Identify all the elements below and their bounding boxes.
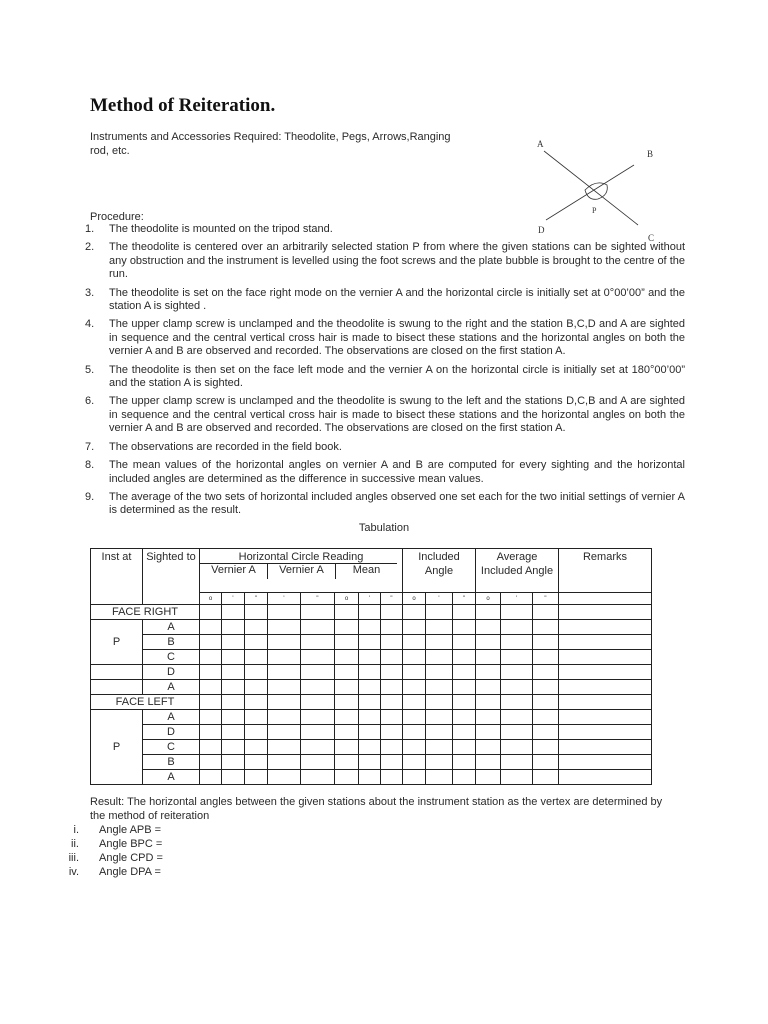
procedure-label: Procedure: bbox=[90, 211, 144, 223]
unit-symbol: " bbox=[453, 593, 476, 605]
table-row bbox=[91, 770, 652, 785]
result-list bbox=[55, 823, 355, 879]
table-row bbox=[91, 665, 652, 680]
procedure-step: 6. The upper clamp screw is unclamped and the theodolite is swung to the left and the stations D,C,B and A are sighted in sequence and the central vertical cross hair is made to bisect these stations and the horizontal angles on both the vernier A and B are observed and recorded. The observations are closed on the first station A. bbox=[85, 395, 685, 435]
sighted-station: C bbox=[143, 650, 200, 665]
unit-symbol: o bbox=[200, 593, 222, 605]
unit-symbol: ' bbox=[222, 593, 245, 605]
procedure-step: 5. The theodolite is then set on the face left mode and the vernier A on the horizontal circle is initially set at 180°00’00” and the station A is sighted. bbox=[85, 363, 685, 390]
unit-symbol: " bbox=[301, 593, 335, 605]
table-row bbox=[91, 650, 652, 665]
procedure-step: 1. The theodolite is mounted on the tripod stand. bbox=[85, 223, 333, 235]
sighted-station: A bbox=[143, 680, 200, 695]
subheader-mean: Mean bbox=[352, 564, 381, 576]
sighted-station: D bbox=[143, 725, 200, 740]
line-a-c bbox=[544, 151, 638, 225]
header-remarks: Remarks bbox=[559, 549, 652, 593]
header-sighted-to: Sighted to bbox=[143, 549, 200, 605]
tabulation-caption: Tabulation bbox=[358, 522, 410, 534]
face-left-label: FACE LEFT bbox=[91, 695, 200, 710]
hcr-sublabels bbox=[200, 563, 397, 579]
table-row bbox=[91, 755, 652, 770]
observation-table bbox=[90, 548, 652, 785]
label-a: A bbox=[537, 139, 544, 149]
header-included-angle: Included Angle bbox=[403, 549, 476, 593]
sighted-station: A bbox=[143, 770, 200, 785]
unit-symbol: ' bbox=[501, 593, 533, 605]
instrument-symbol bbox=[585, 183, 607, 199]
list-item: ii. Angle BPC = bbox=[71, 838, 163, 850]
procedure-steps bbox=[85, 223, 685, 523]
table-row bbox=[91, 725, 652, 740]
unit-symbol: ' bbox=[359, 593, 381, 605]
face-right-label: FACE RIGHT bbox=[91, 605, 200, 620]
procedure-step: 9. The average of the two sets of horizontal included angles observed one set each for the two initial settings of vernier A is determined as the result. bbox=[85, 490, 685, 517]
list-item: iv. Angle DPA = bbox=[68, 866, 161, 878]
sighted-station: D bbox=[143, 665, 200, 680]
station-label: P bbox=[91, 710, 143, 785]
procedure-step: 2. The theodolite is centered over an arbitrarily selected station P from where the given stations can be sighted without any obstruction and the instrument is levelled using the foot screws and the plate bubble is brought to the centre of the run. bbox=[85, 241, 685, 281]
unit-symbol: o bbox=[335, 593, 359, 605]
label-c: C bbox=[648, 233, 655, 243]
unit-symbol: o bbox=[403, 593, 426, 605]
result-text: Result: The horizontal angles between the given stations about the instrument station as the vertex are determined by the method of reiteration bbox=[90, 796, 663, 822]
header-average-included-angle: Average Included Angle bbox=[476, 549, 559, 593]
procedure-step: 4. The upper clamp screw is unclamped and the theodolite is swung to the right and the station B,C,D and A are sighted in sequence and the central vertical cross hair is made to bisect these stations and the horizontal angles on both the vernier A and B are observed and recorded. The observations are closed on the first station A. bbox=[85, 318, 685, 358]
header-inst-at: Inst at bbox=[91, 549, 143, 605]
unit-symbol: " bbox=[381, 593, 403, 605]
station-label: P bbox=[91, 620, 143, 665]
label-b: B bbox=[647, 149, 654, 159]
table-row bbox=[91, 680, 652, 695]
label-p: P bbox=[592, 206, 597, 215]
procedure-step: 8. The mean values of the horizontal angles on vernier A and B are computed for every sighting and the horizontal included angles are determined as the difference in successive mean values. bbox=[85, 459, 685, 485]
unit-symbol: " bbox=[245, 593, 268, 605]
sighted-station: B bbox=[143, 635, 200, 650]
unit-symbol: ' bbox=[426, 593, 453, 605]
subheader-vernier-a: Vernier A bbox=[200, 564, 268, 579]
instruments-text: Instruments and Accessories Required: Theodolite, Pegs, Arrows,Ranging rod, etc. bbox=[90, 131, 451, 157]
sighted-station: C bbox=[143, 740, 200, 755]
label-d: D bbox=[538, 225, 545, 235]
sighted-station: A bbox=[143, 710, 200, 725]
list-item: i. Angle APB = bbox=[73, 824, 162, 836]
unit-symbol: " bbox=[533, 593, 559, 605]
procedure-step: 3. The theodolite is set on the face right mode on the vernier A and the horizontal circle is initially set at 0°00’00” and the station A is sighted . bbox=[85, 286, 685, 313]
unit-symbol: ' bbox=[268, 593, 301, 605]
sighted-station: B bbox=[143, 755, 200, 770]
procedure-step: 7. The observations are recorded in the field book. bbox=[85, 440, 342, 453]
unit-symbol: o bbox=[476, 593, 501, 605]
page-title: Method of Reiteration. bbox=[90, 95, 276, 116]
table-row bbox=[91, 635, 652, 650]
table-row bbox=[91, 710, 652, 725]
table-row bbox=[91, 740, 652, 755]
list-item: iii. Angle CPD = bbox=[68, 852, 163, 864]
sighted-station: A bbox=[143, 620, 200, 635]
header-horizontal-circle-reading: Horizontal Circle Reading bbox=[200, 549, 403, 593]
subheader-vernier-a: Vernier A bbox=[268, 564, 336, 579]
table-row bbox=[91, 620, 652, 635]
remarks-cell bbox=[559, 593, 652, 605]
